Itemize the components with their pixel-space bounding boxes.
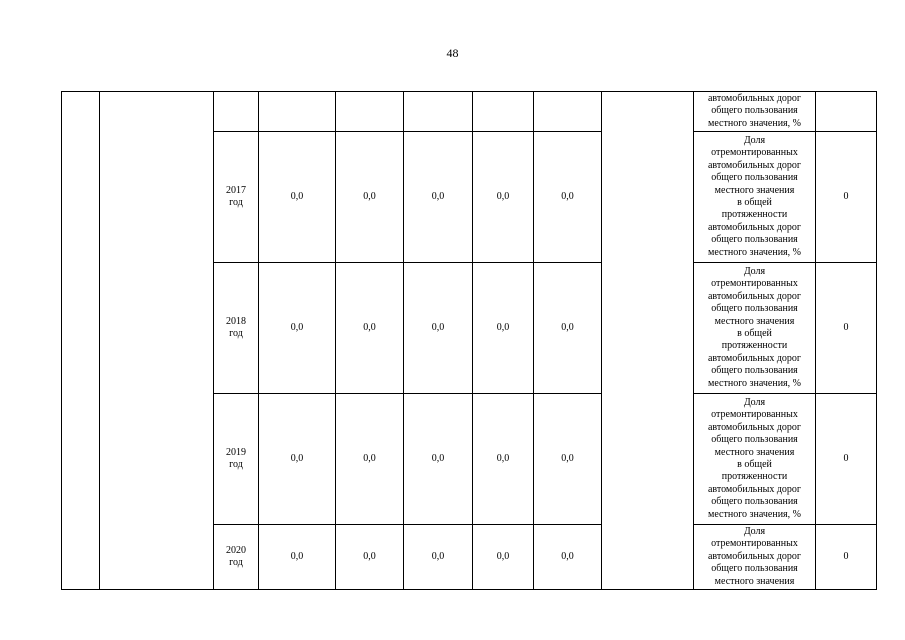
value-cell — [336, 92, 404, 132]
indicator-line: общего пользования — [711, 303, 798, 315]
value-cell: 0,0 — [473, 394, 534, 525]
value-cell: 0,0 — [259, 394, 336, 525]
name-cell — [100, 92, 214, 590]
indicator-line: местного значения — [714, 315, 795, 327]
indicator-line: Доля — [743, 525, 766, 537]
value-cell — [534, 92, 602, 132]
indicator-line: протяженности — [721, 340, 788, 352]
indicator-line: общего пользования — [711, 496, 798, 508]
indicator-line: местного значения — [714, 184, 795, 196]
indicator-line: общего пользования — [711, 434, 798, 446]
year-cell — [214, 92, 259, 132]
value-cell: 0,0 — [336, 394, 404, 525]
indicator-line: Доля — [743, 396, 766, 408]
indicator-cell — [694, 92, 816, 132]
value-cell: 0,0 — [404, 525, 473, 590]
indicator-line: Доля — [743, 265, 766, 277]
executor-cell — [602, 92, 694, 590]
target-cell: 0 — [816, 525, 877, 590]
value-cell — [473, 92, 534, 132]
value-cell: 0,0 — [404, 263, 473, 394]
indicator-cell — [694, 132, 816, 263]
indicator-line: местного значения, % — [708, 377, 801, 389]
indicator-line: отремонтированных — [711, 409, 798, 421]
target-cell — [816, 92, 877, 132]
value-cell: 0,0 — [259, 525, 336, 590]
value-cell: 0,0 — [473, 263, 534, 394]
indicator-line: автомобильных дорог — [707, 421, 802, 433]
indicator-line: общего пользования — [711, 563, 798, 575]
value-cell: 0,0 — [534, 394, 602, 525]
indicator-line: общего пользования — [711, 172, 798, 184]
value-cell: 0,0 — [404, 394, 473, 525]
indicator-line: местного значения, % — [708, 508, 801, 520]
indicator-cell — [694, 263, 816, 394]
value-cell: 0,0 — [534, 132, 602, 263]
year-cell: 2017 год — [214, 132, 259, 263]
value-cell: 0,0 — [473, 525, 534, 590]
year-cell: 2019 год — [214, 394, 259, 525]
indicator-line: автомобильных дорог — [707, 221, 802, 233]
indicator-cell — [694, 525, 816, 590]
target-cell: 0 — [816, 394, 877, 525]
indicator-line: автомобильных дорог — [707, 159, 802, 171]
value-cell: 0,0 — [534, 525, 602, 590]
indicator-cell — [694, 394, 816, 525]
value-cell: 0,0 — [336, 525, 404, 590]
indicator-line: местного значения — [714, 575, 795, 587]
value-cell — [404, 92, 473, 132]
year-cell: 2018 год — [214, 263, 259, 394]
value-cell: 0,0 — [404, 132, 473, 263]
table-row — [62, 92, 877, 132]
indicator-line: автомобильных дорог — [707, 483, 802, 495]
indicator-line: местного значения — [714, 446, 795, 458]
indicator-line: автомобильных дорог — [707, 550, 802, 562]
value-cell: 0,0 — [259, 132, 336, 263]
page-number: 48 — [446, 46, 459, 60]
year-cell: 2020 год — [214, 525, 259, 590]
indicator-line: отремонтированных — [711, 147, 798, 159]
indicator-line: автомобильных дорог — [707, 92, 802, 104]
value-cell: 0,0 — [336, 263, 404, 394]
indicator-line: местного значения, % — [708, 117, 801, 129]
indicator-line: общего пользования — [711, 234, 798, 246]
indicator-line: в общей — [737, 197, 772, 208]
target-cell: 0 — [816, 132, 877, 263]
value-cell: 0,0 — [336, 132, 404, 263]
value-cell: 0,0 — [473, 132, 534, 263]
value-cell: 0,0 — [534, 263, 602, 394]
indicator-line: в общей — [737, 328, 772, 339]
indicator-line: автомобильных дорог — [707, 352, 802, 364]
number-cell — [62, 92, 100, 590]
indicator-line: общего пользования — [711, 105, 798, 117]
indicator-line: общего пользования — [711, 365, 798, 377]
indicator-line: Доля — [743, 134, 766, 146]
indicator-line: протяженности — [721, 471, 788, 483]
indicator-line: протяженности — [721, 209, 788, 221]
indicator-line: отремонтированных — [711, 538, 798, 550]
indicator-line: автомобильных дорог — [707, 290, 802, 302]
indicator-line: в общей — [737, 459, 772, 470]
program-table — [61, 91, 877, 590]
target-cell: 0 — [816, 263, 877, 394]
value-cell: 0,0 — [259, 263, 336, 394]
indicator-line: местного значения, % — [708, 246, 801, 258]
indicator-line: отремонтированных — [711, 278, 798, 290]
value-cell — [259, 92, 336, 132]
